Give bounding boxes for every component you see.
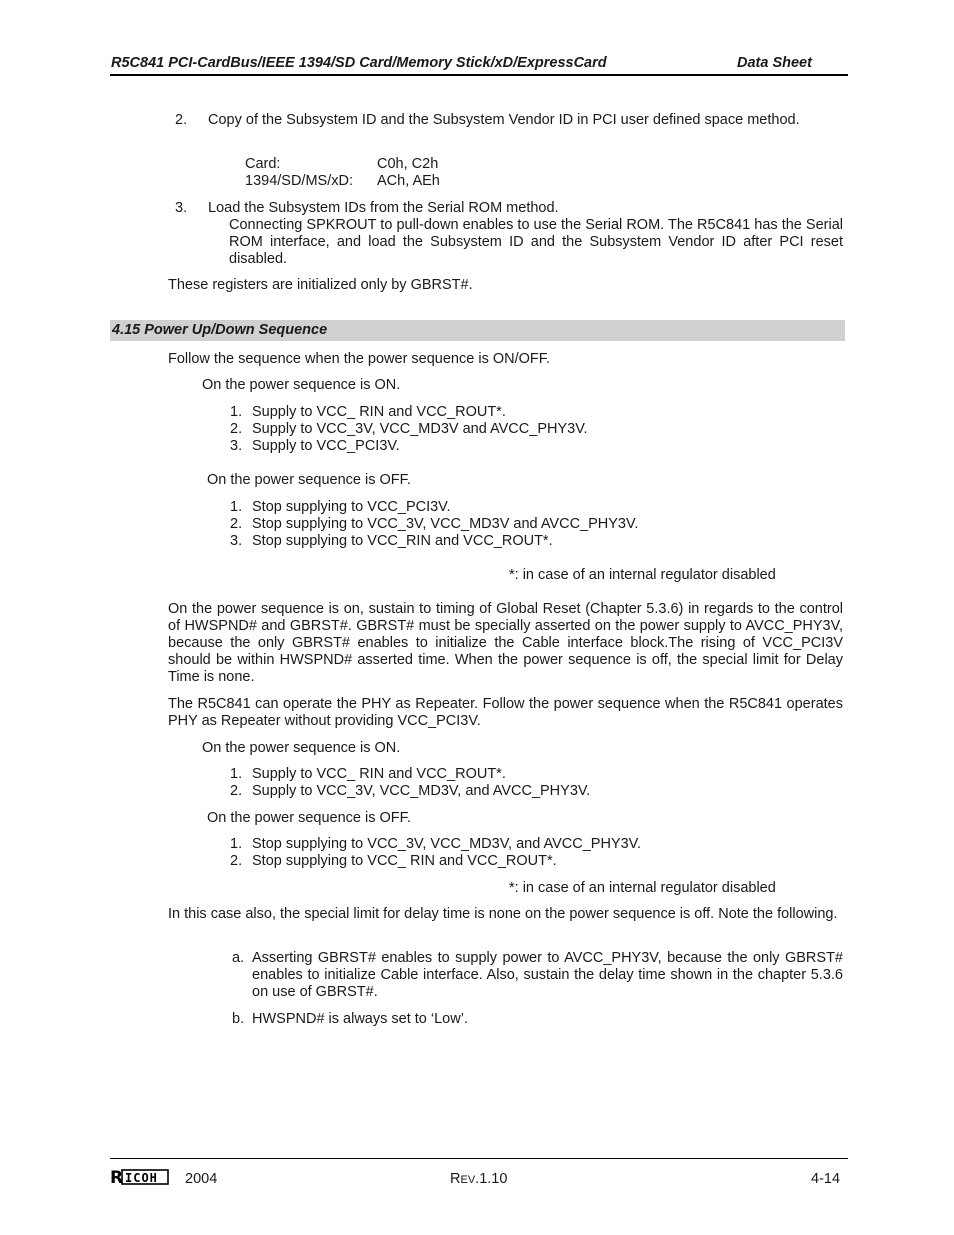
header-divider [110, 74, 848, 76]
page-number: 4-14 [811, 1171, 841, 1187]
paragraph: The R5C841 can operate the PHY as Repeater. Follow the power sequence when the R5C841 operates PHY as Repeater without providing VCC_PCI3V. [168, 696, 843, 729]
step-text: Supply to VCC_ RIN and VCC_ROUT*. [252, 404, 506, 420]
step-number: 2. [230, 783, 243, 799]
step-number: 3. [230, 533, 243, 549]
step-text: Stop supplying to VCC_3V, VCC_MD3V and AVCC_PHY3V. [252, 516, 639, 532]
sequence-heading-off: On the power sequence is OFF. [207, 810, 411, 826]
id-row-value: C0h, C2h [377, 156, 439, 172]
step-text: Supply to VCC_3V, VCC_MD3V and AVCC_PHY3V. [252, 421, 588, 437]
step-text: Supply to VCC_ RIN and VCC_ROUT*. [252, 766, 506, 782]
footnote: *: in case of an internal regulator disabled [509, 880, 776, 896]
step-text: Supply to VCC_3V, VCC_MD3V, and AVCC_PHY3V. [252, 783, 591, 799]
list-item-detail: Connecting SPKROUT to pull-down enables to use the Serial ROM. The R5C841 has the Serial ROM interface, and load the Subsystem ID and the Subsystem Vendor ID after PCI reset disabled. [229, 217, 843, 267]
document-type: Data Sheet [737, 55, 812, 71]
ricoh-logo [110, 1168, 170, 1189]
step-number: 1. [230, 766, 243, 782]
list-item-text: Copy of the Subsystem ID and the Subsystem Vendor ID in PCI user defined space method. [208, 112, 800, 128]
step-number: 2. [230, 516, 243, 532]
note-text: HWSPND# is always set to ‘Low’. [252, 1011, 468, 1027]
step-text: Stop supplying to VCC_RIN and VCC_ROUT*. [252, 533, 553, 549]
step-number: 2. [230, 421, 243, 437]
sequence-heading-on: On the power sequence is ON. [202, 377, 401, 393]
step-text: Stop supplying to VCC_ RIN and VCC_ROUT*. [252, 853, 557, 869]
step-text: Stop supplying to VCC_PCI3V. [252, 499, 451, 515]
paragraph: On the power sequence is on, sustain to timing of Global Reset (Chapter 5.3.6) in regards to the control of HWSPND# and GBRST#. GBRST# must be specially asserted on the power supply to AVCC_PHY3V, because the only GBRST# enables to initialize the Cable interface block.The rising of VCC_PCI3V should be within HWSPND# asserted time. When the power sequence is off, the special limit for Delay Time is none. [168, 601, 843, 685]
note-marker: b. [232, 1011, 245, 1027]
footer-year: 2004 [185, 1171, 218, 1187]
footer-divider [110, 1158, 848, 1159]
list-number: 3. [175, 200, 188, 216]
step-number: 3. [230, 438, 243, 454]
paragraph: In this case also, the special limit for delay time is none on the power sequence is off. Note the following. [168, 906, 838, 922]
section-title: 4.15 Power Up/Down Sequence [112, 322, 328, 338]
step-number: 1. [230, 836, 243, 852]
svg-text:R: R [110, 1168, 125, 1186]
svg-text:ICOH: ICOH [125, 1171, 158, 1185]
sequence-heading-off: On the power sequence is OFF. [207, 472, 411, 488]
section-intro: Follow the sequence when the power sequence is ON/OFF. [168, 351, 551, 367]
ricoh-logo-mark [110, 1168, 170, 1186]
step-text: Supply to VCC_PCI3V. [252, 438, 400, 454]
footer-revision: REV.1.10 [450, 1171, 508, 1187]
sequence-heading-on: On the power sequence is ON. [202, 740, 401, 756]
document-title: R5C841 PCI-CardBus/IEEE 1394/SD Card/Memory Stick/xD/ExpressCard [111, 55, 607, 71]
step-number: 1. [230, 404, 243, 420]
id-row-value: ACh, AEh [377, 173, 440, 189]
id-row-label: Card: [245, 156, 281, 172]
step-number: 1. [230, 499, 243, 515]
register-note: These registers are initialized only by GBRST#. [168, 277, 473, 293]
step-text: Stop supplying to VCC_3V, VCC_MD3V, and AVCC_PHY3V. [252, 836, 642, 852]
note-text: Asserting GBRST# enables to supply power to AVCC_PHY3V, because the only GBRST# enables to initialize Cable interface. Also, sustain the delay time shown in the chapter 5.3.6 on use of GBRST#. [252, 950, 843, 1000]
list-number: 2. [175, 112, 188, 128]
list-item-text: Load the Subsystem IDs from the Serial ROM method. [208, 200, 559, 216]
note-marker: a. [232, 950, 245, 966]
id-row-label: 1394/SD/MS/xD: [245, 173, 353, 189]
footnote: *: in case of an internal regulator disabled [509, 567, 776, 583]
step-number: 2. [230, 853, 243, 869]
